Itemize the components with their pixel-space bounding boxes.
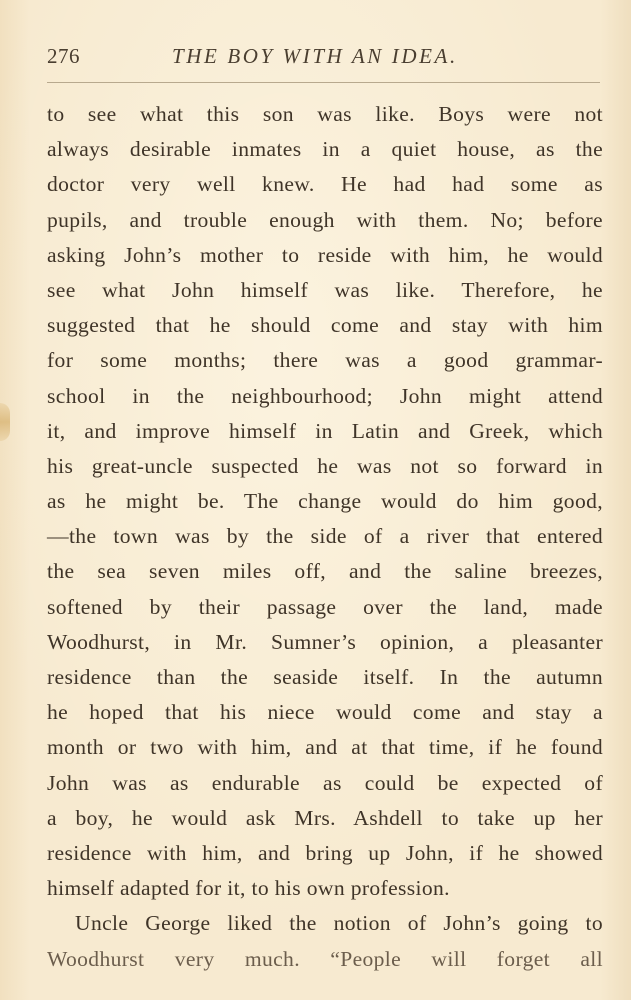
- text-line: the sea seven miles off, and the saline breezes,: [47, 559, 603, 584]
- text-line: softened by their passage over the land, made: [47, 594, 603, 619]
- text-line: residence than the seaside itself. In the autumn: [47, 665, 603, 689]
- text-line: school in the neighbourhood; John might attend: [47, 383, 603, 408]
- text-line: asking John’s mother to reside with him, he would: [47, 242, 603, 267]
- text-line: Woodhurst, in Mr. Sumner’s opinion, a pleasanter: [47, 629, 603, 654]
- text-line: John was as endurable as could be expected of: [47, 770, 603, 795]
- text-line: for some months; there was a good grammar-: [47, 348, 603, 373]
- page-edge-stain: [0, 403, 10, 441]
- text-line: —the town was by the side of a river that entered: [47, 524, 603, 549]
- text-line: month or two with him, and at that time, if he found: [47, 735, 603, 760]
- running-head: THE BOY WITH AN IDEA.: [172, 44, 458, 68]
- text-line: to see what this son was like. Boys were not: [47, 102, 603, 126]
- text-line: he hoped that his niece would come and stay a: [47, 700, 603, 725]
- text-line: suggested that he should come and stay with him: [47, 313, 603, 338]
- text-line: it, and improve himself in Latin and Greek, which: [47, 418, 603, 443]
- page-number: 276: [47, 44, 80, 68]
- header-rule: [47, 82, 600, 83]
- text-line: doctor very well knew. He had had some as: [47, 172, 603, 197]
- text-line: residence with him, and bring up John, if he showed: [47, 840, 603, 865]
- text-line: a boy, he would ask Mrs. Ashdell to take up her: [47, 805, 603, 830]
- text-line: always desirable inmates in a quiet house, as the: [47, 137, 603, 162]
- body-text: [47, 97, 603, 977]
- text-line: himself adapted for it, to his own profession.: [47, 876, 450, 901]
- text-line: pupils, and trouble enough with them. No; before: [47, 207, 603, 232]
- text-line: as he might be. The change would do him good,: [47, 489, 603, 514]
- page-header: [47, 44, 603, 74]
- text-line: Uncle George liked the notion of John’s going to: [75, 911, 603, 936]
- text-line: his great-uncle suspected he was not so forward in: [47, 453, 603, 478]
- text-line: see what John himself was like. Therefore, he: [47, 277, 603, 302]
- text-line: Woodhurst very much. “People will forget all: [47, 946, 603, 971]
